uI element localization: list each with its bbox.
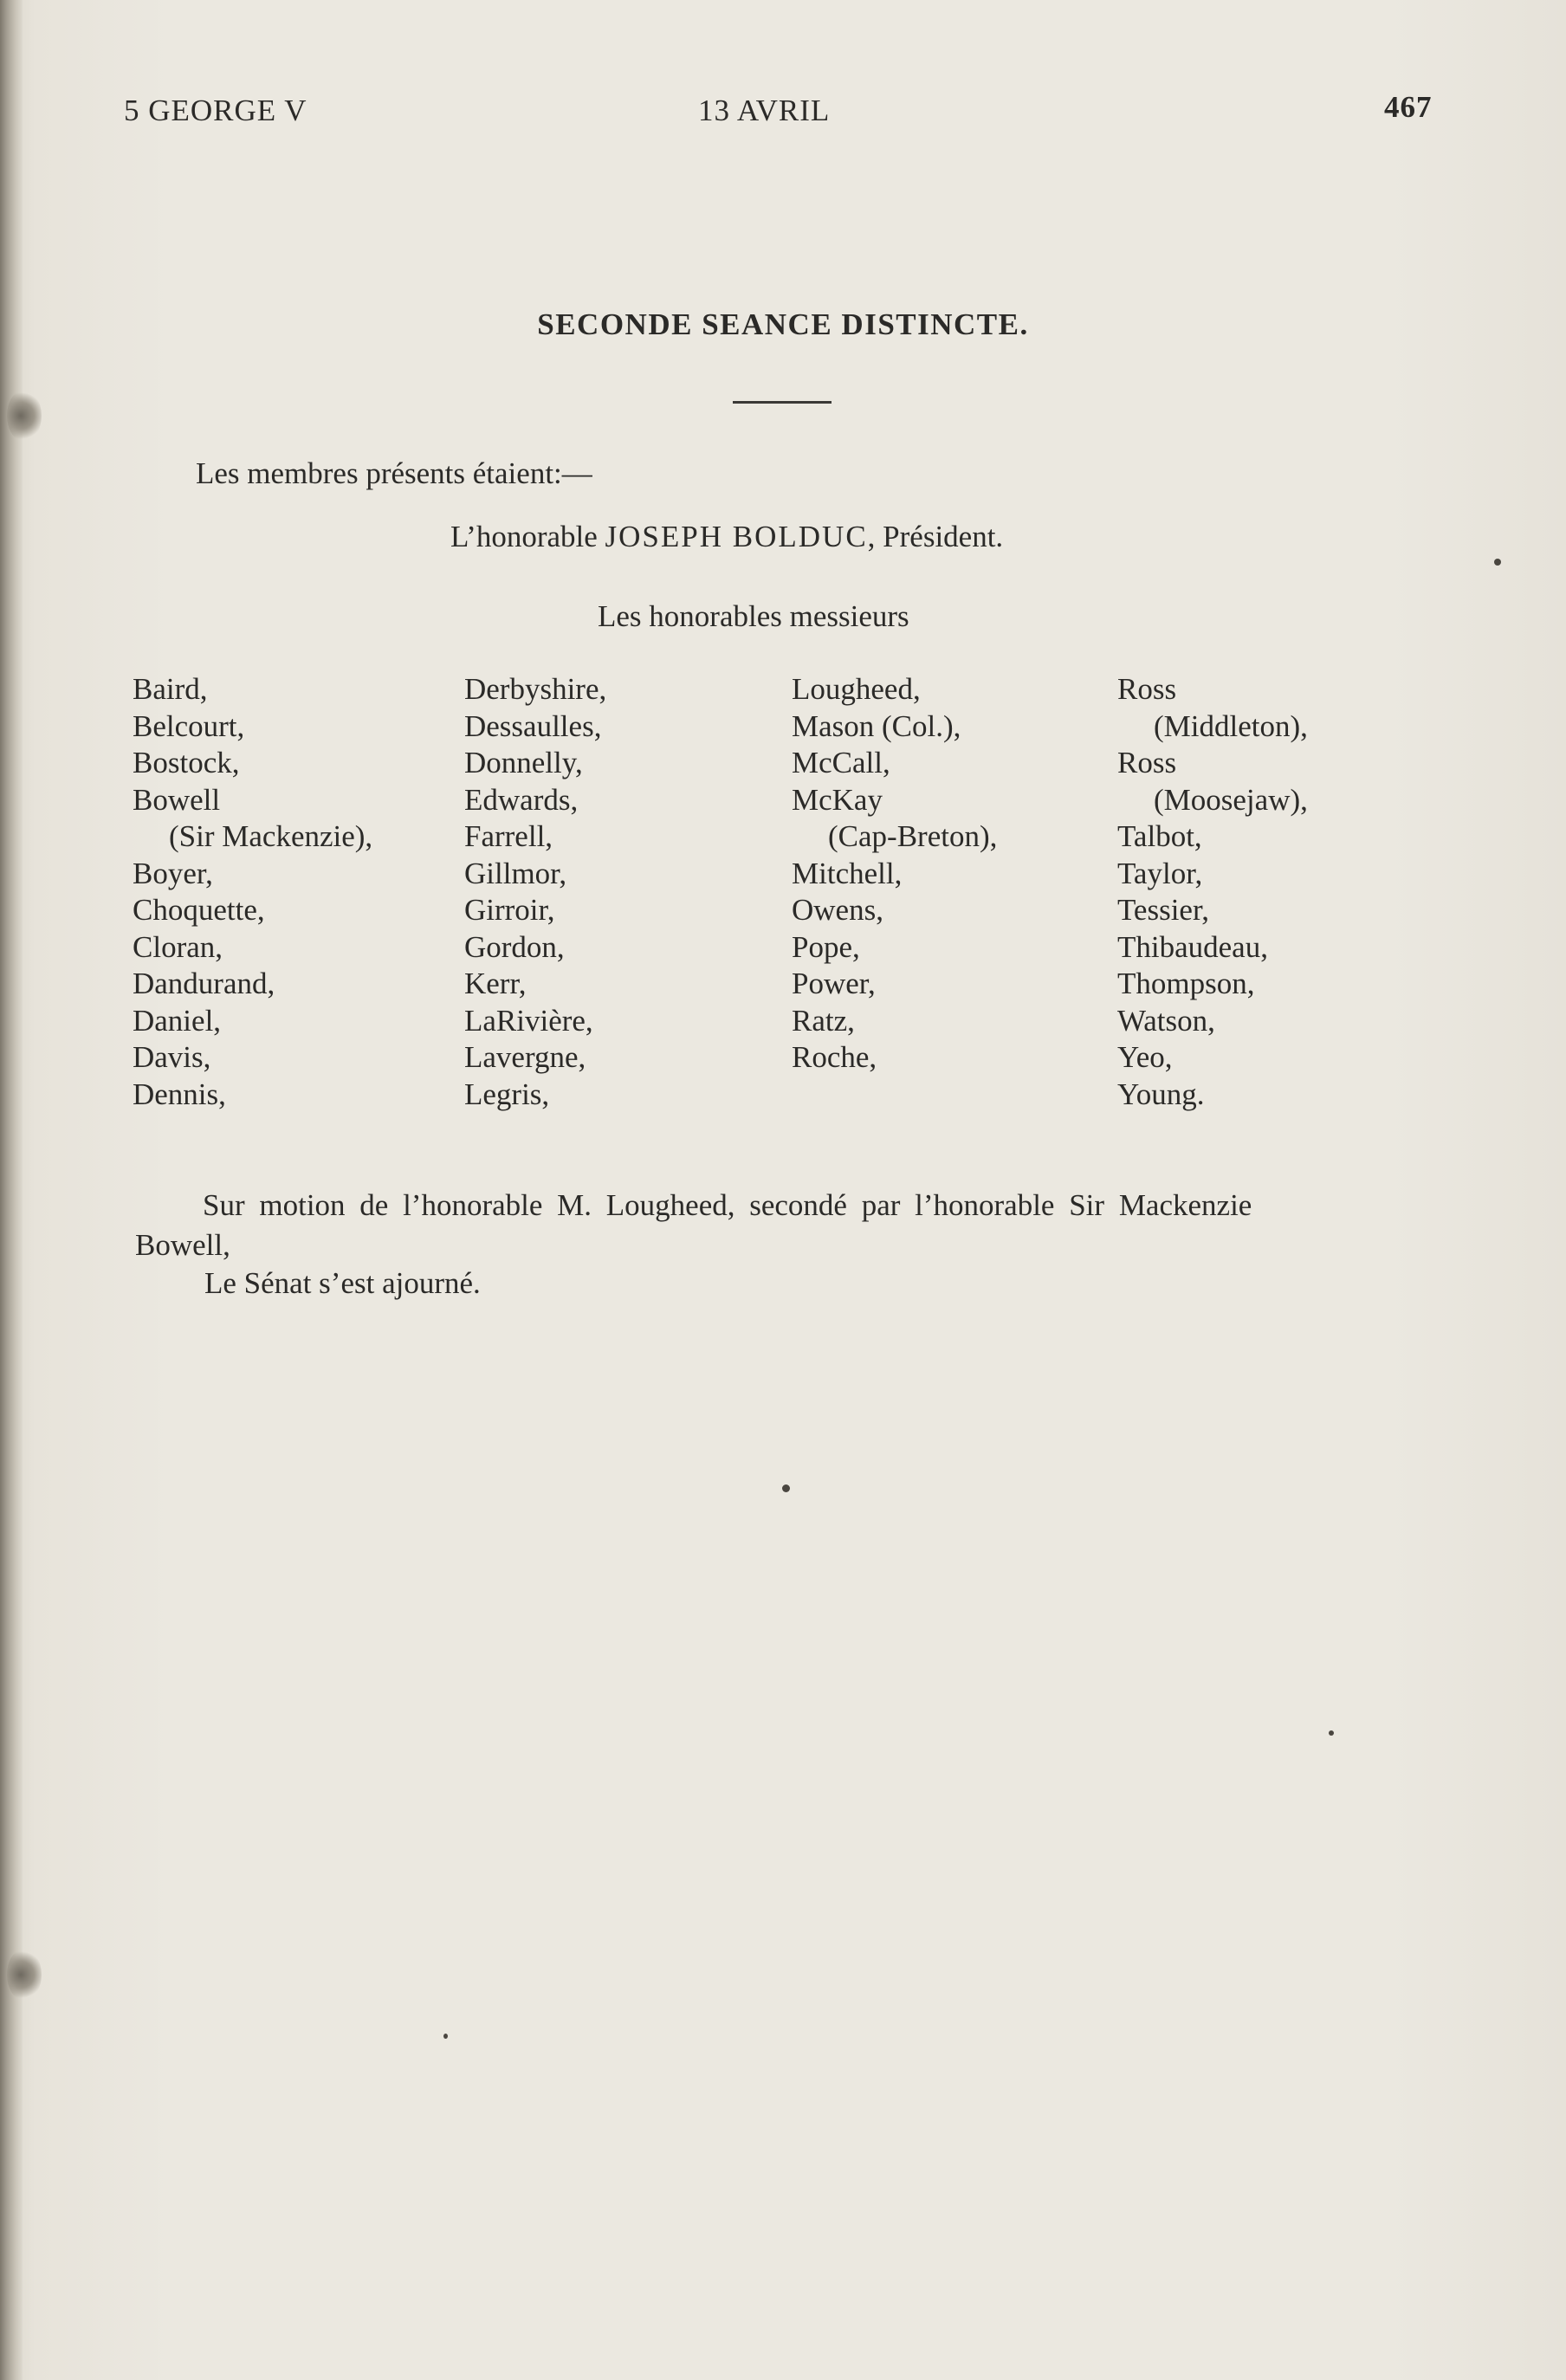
paper-speck xyxy=(782,1484,790,1492)
member-name-continuation: (Middleton), xyxy=(1154,708,1308,743)
member-name: Ross xyxy=(1117,672,1177,706)
member-name: Thompson, xyxy=(1117,967,1255,1000)
member-name: Donnelly, xyxy=(464,746,583,779)
page-number: 467 xyxy=(1384,90,1433,124)
member-name: Yeo, xyxy=(1117,1040,1173,1074)
members-column-1 xyxy=(133,671,372,1113)
paper-speck xyxy=(1494,559,1501,566)
member-name: Gordon, xyxy=(464,929,565,964)
member-name: Edwards, xyxy=(464,782,579,817)
member-name: Bowell xyxy=(133,782,221,817)
member-name: Bostock, xyxy=(133,746,240,779)
running-header xyxy=(0,90,1566,137)
section-title: SECONDE SEANCE DISTINCTE. xyxy=(537,307,1029,341)
member-name: Taylor, xyxy=(1117,856,1203,890)
binding-notch xyxy=(7,1949,42,2001)
motion-line-2: Bowell, xyxy=(135,1228,230,1262)
member-name: Lougheed, xyxy=(792,672,921,706)
member-name: Choquette, xyxy=(133,893,265,927)
member-name: Power, xyxy=(792,967,876,1000)
member-name: Baird, xyxy=(133,672,208,706)
member-name: Farrell, xyxy=(464,819,553,853)
members-column-4 xyxy=(1117,671,1308,1113)
member-name: Thibaudeau, xyxy=(1117,929,1268,964)
member-name: Roche, xyxy=(792,1040,877,1074)
member-name: Dessaulles, xyxy=(464,708,602,743)
member-name: Tessier, xyxy=(1117,893,1209,927)
member-name-continuation: (Cap-Breton), xyxy=(828,819,998,853)
member-name: Belcourt, xyxy=(133,708,245,743)
member-name: Legris, xyxy=(464,1077,550,1111)
member-name: Mitchell, xyxy=(792,856,903,890)
member-name: Dandurand, xyxy=(133,967,275,1000)
member-name: Watson, xyxy=(1117,1003,1215,1038)
paper-speck xyxy=(1329,1730,1334,1736)
president-prefix: L’honorable xyxy=(450,520,598,553)
intro-text: Les membres présents étaient:— xyxy=(196,456,592,490)
member-name: Davis, xyxy=(133,1040,211,1074)
binding-notch xyxy=(7,390,42,442)
member-name: Young. xyxy=(1117,1077,1205,1111)
member-name: Talbot, xyxy=(1117,819,1202,853)
member-name: Owens, xyxy=(792,893,883,927)
book-spine-edge xyxy=(0,0,23,2380)
member-name: Lavergne, xyxy=(464,1040,586,1074)
member-name: Gillmor, xyxy=(464,856,567,890)
member-name-continuation: (Moosejaw), xyxy=(1154,782,1308,817)
members-subheading: Les honorables messieurs xyxy=(598,599,909,633)
members-column-2 xyxy=(464,671,606,1113)
president-suffix: , Président. xyxy=(867,520,1004,553)
member-name: Ratz, xyxy=(792,1003,855,1038)
title-divider xyxy=(733,401,832,404)
header-left: 5 GEORGE V xyxy=(124,94,307,127)
member-name: Derbyshire, xyxy=(464,672,607,706)
paper-speck xyxy=(443,2034,448,2039)
member-name: Mason (Col.), xyxy=(792,708,961,743)
member-name: Ross xyxy=(1117,746,1177,779)
member-name: Cloran, xyxy=(133,929,223,964)
adjournment-line: Le Sénat s’est ajourné. xyxy=(204,1266,481,1300)
member-name: LaRivière, xyxy=(464,1003,593,1038)
member-name: Girroir, xyxy=(464,893,555,927)
member-name: Boyer, xyxy=(133,856,213,890)
president-line xyxy=(450,520,1003,554)
member-name: McCall, xyxy=(792,746,890,779)
member-name: Daniel, xyxy=(133,1003,222,1038)
member-name: Kerr, xyxy=(464,967,527,1000)
header-date: 13 AVRIL xyxy=(698,94,831,127)
member-name: Dennis, xyxy=(133,1077,226,1111)
president-name: JOSEPH BOLDUC xyxy=(605,520,868,553)
member-name: McKay xyxy=(792,782,883,817)
motion-line-1: Sur motion de l’honorable M. Lougheed, secondé par l’honorable Sir Mackenzie xyxy=(203,1188,1252,1222)
members-column-3 xyxy=(792,671,997,1077)
member-name: Pope, xyxy=(792,929,860,964)
member-name-continuation: (Sir Mackenzie), xyxy=(169,819,373,853)
